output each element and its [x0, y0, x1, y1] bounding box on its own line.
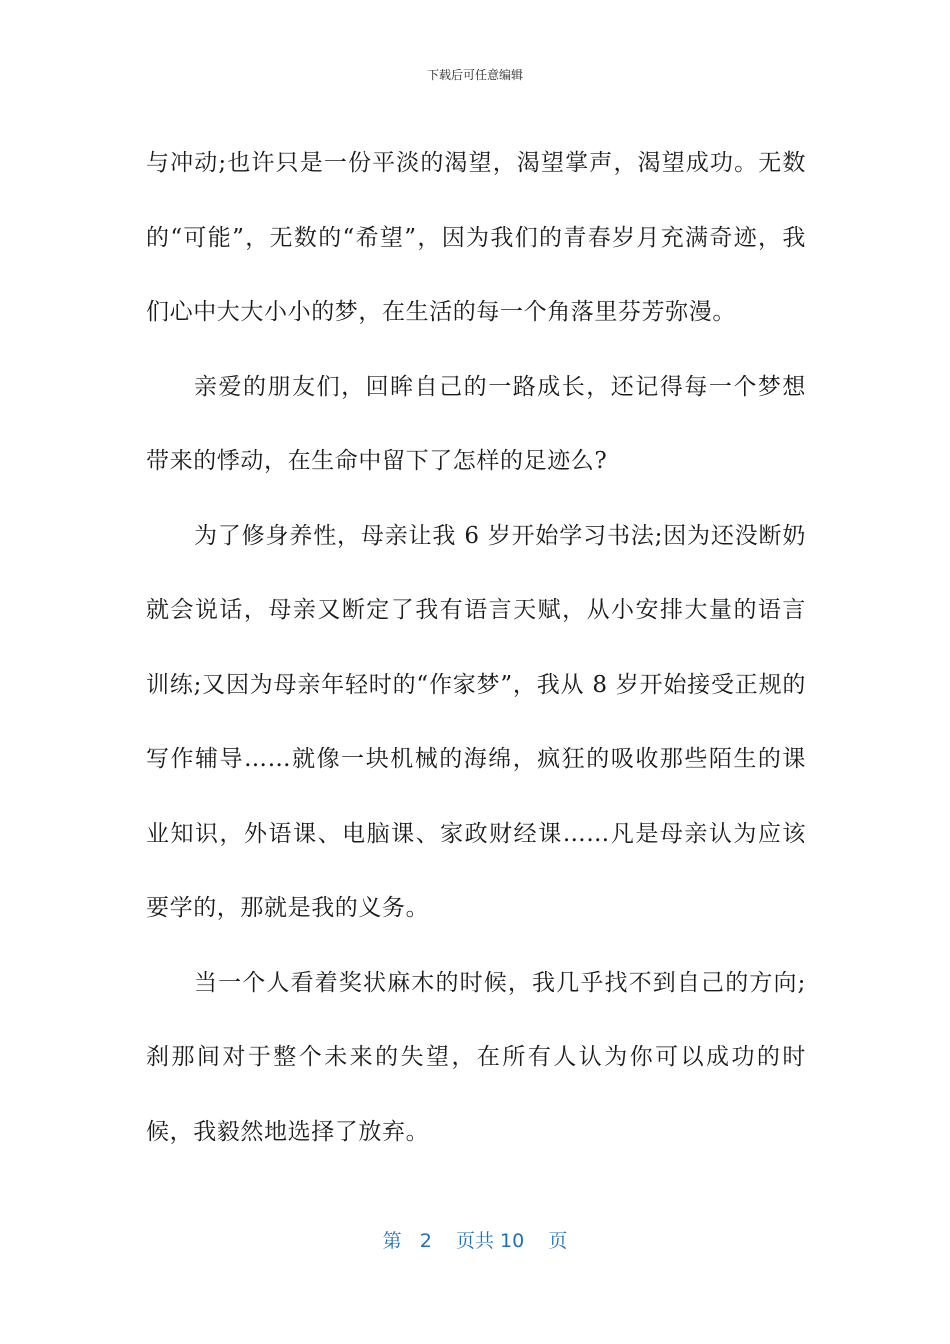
document-body	[146, 126, 806, 1169]
footer-middle: 页共	[455, 1230, 494, 1252]
paragraph: 为了修身养性，母亲让我 6 岁开始学习书法;因为还没断奶就会说话，母亲又断定了我有语言天赋，从小安排大量的语言训练;又因为母亲年轻时的“作家梦”，我从 8 岁开始接受正规的写作辅导……就像一块机械的海绵，疯狂的吸收那些陌生的课业知识，外语课、电脑课、家政财经课……凡是母亲认为应该要学的，那就是我的义务。	[146, 522, 806, 921]
page-number-footer	[0, 1226, 950, 1253]
current-page-number: 2	[419, 1230, 432, 1252]
paragraph: 亲爱的朋友们，回眸自己的一路成长，还记得每一个梦想带来的悸动，在生命中留下了怎样的足迹么?	[146, 373, 806, 474]
total-pages-number: 10	[500, 1230, 525, 1252]
footer-prefix: 第	[382, 1230, 402, 1252]
footer-suffix: 页	[548, 1230, 568, 1252]
paragraph-continuation: 与冲动;也许只是一份平淡的渴望，渴望掌声，渴望成功。无数的“可能”，无数的“希望”，因为我们的青春岁月充满奇迹，我们心中大大小小的梦，在生活的每一个角落里芬芳弥漫。	[146, 150, 806, 325]
paragraph: 当一个人看着奖状麻木的时候，我几乎找不到自己的方向;刹那间对于整个未来的失望，在所有人认为你可以成功的时候，我毅然地选择了放弃。	[146, 969, 806, 1145]
header-note: 下载后可任意编辑	[426, 68, 523, 82]
